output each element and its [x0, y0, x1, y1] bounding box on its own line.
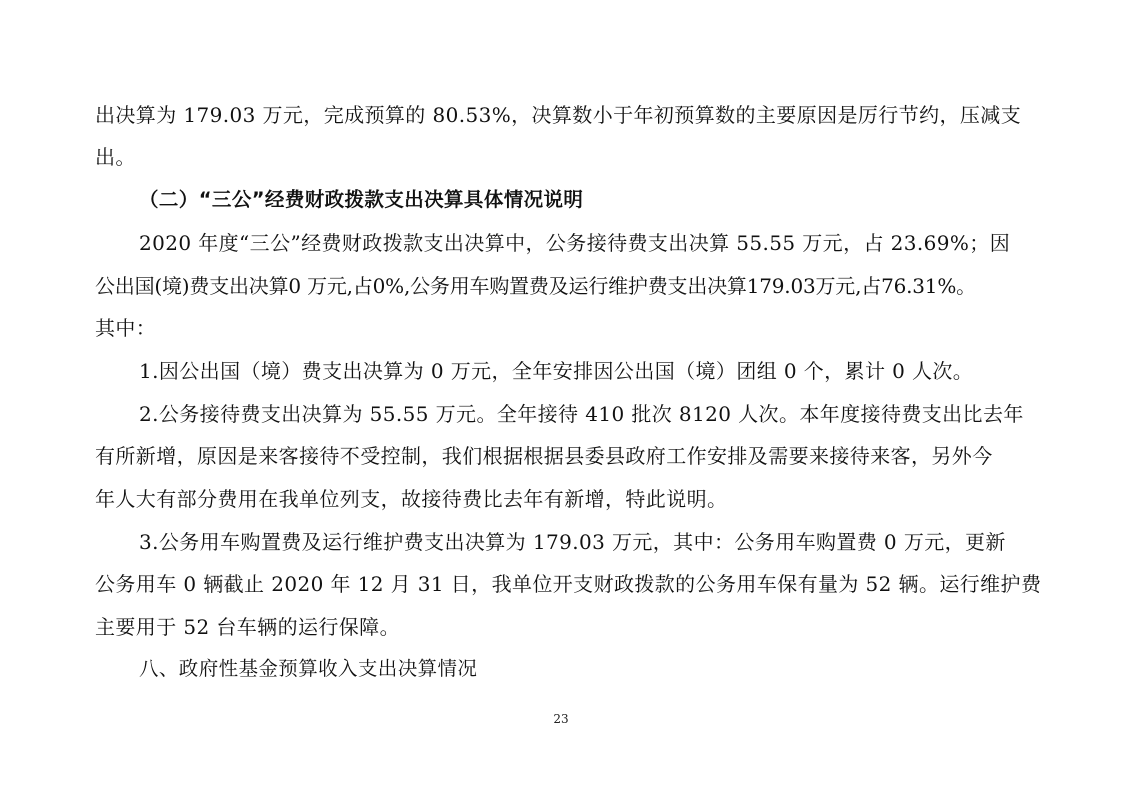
- paragraph-line-8: 有所新增，原因是来客接待不受控制，我们根据根据县委县政府工作安排及需要来接待来客，另外今: [95, 444, 993, 468]
- paragraph-line-6: 1.因公出国（境）费支出决算为 0 万元，全年安排因公出国（境）团组 0 个，累计 0 人次。: [139, 359, 974, 383]
- paragraph-line-3: 2020 年度“三公”经费财政拨款支出决算中，公务接待费支出决算 55.55 万元，占 23.69%；因: [139, 231, 1011, 255]
- paragraph-line-12: 主要用于 52 台车辆的运行保障。: [95, 615, 400, 639]
- paragraph-line-7: 2.公务接待费支出决算为 55.55 万元。全年接待 410 批次 8120 人次。本年度接待费支出比去年: [139, 402, 1024, 426]
- section-heading-sangong: （二）“三公”经费财政拨款支出决算具体情况说明: [139, 188, 584, 211]
- paragraph-line-5: 其中：: [95, 316, 157, 340]
- paragraph-line-2: 出。: [95, 145, 136, 169]
- page-number: 23: [553, 712, 569, 726]
- paragraph-line-10: 3.公务用车购置费及运行维护费支出决算为 179.03 万元，其中：公务用车购置费 0 万元，更新: [139, 530, 1006, 554]
- paragraph-line-9: 年人大有部分费用在我单位列支，故接待费比去年有新增，特此说明。: [95, 487, 728, 511]
- paragraph-line-4: 公出国(境)费支出决算0 万元,占0%,公务用车购置费及运行维护费支出决算179.03万元,占76.31%。: [95, 274, 976, 298]
- section-heading-fund-budget: 八、政府性基金预算收入支出决算情况: [139, 657, 478, 680]
- paragraph-line-11: 公务用车 0 辆截止 2020 年 12 月 31 日，我单位开支财政拨款的公务用车保有量为 52 辆。运行维护费: [95, 572, 1042, 596]
- paragraph-line-1: 出决算为 179.03 万元，完成预算的 80.53%，决算数小于年初预算数的主要原因是厉行节约，压减支: [95, 103, 1022, 127]
